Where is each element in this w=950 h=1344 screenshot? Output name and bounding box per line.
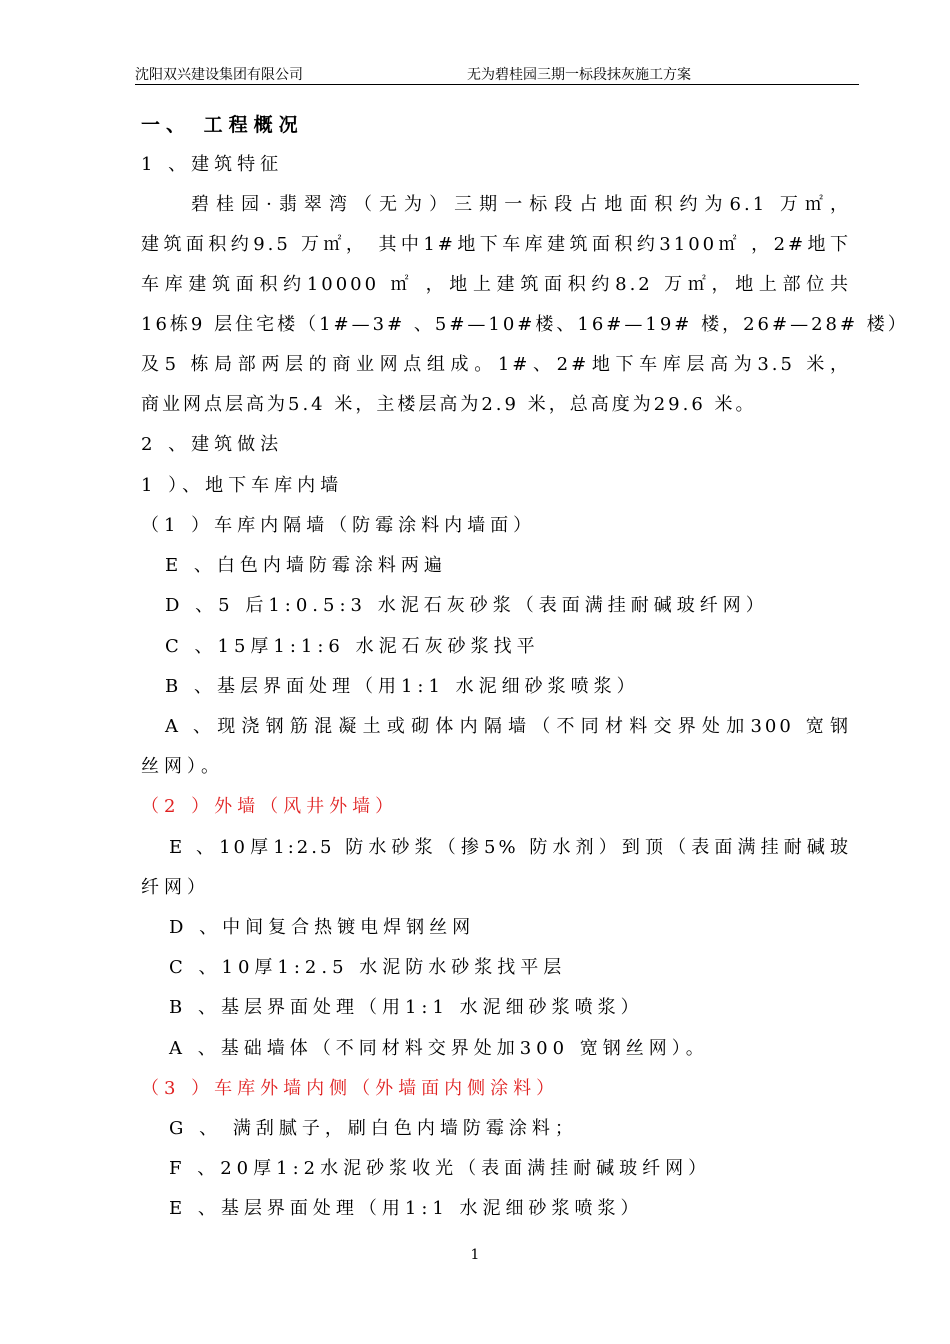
paragraph-line-6: 商业网点层高为5.4 米，主楼层高为2.9 米，总高度为29.6 米。 [141, 394, 757, 415]
item2-step-b: B 、基层界面处理（用1:1 水泥细砂浆喷浆） [169, 997, 644, 1018]
item2-step-e: E 、10厚1:2.5 防水砂浆（掺5% 防水剂）到顶（表面满挂耐碱玻 [169, 837, 851, 858]
item1-step-b: B 、基层界面处理（用1:1 水泥细砂浆喷浆） [165, 676, 640, 697]
paragraph-line-1: 碧桂园·翡翠湾（无为）三期一标段占地面积约为6.1 万㎡， [191, 194, 851, 215]
paragraph-line-2: 建筑面积约9.5 万㎡， 其中1#地下车库建筑面积约3100㎡ ，2#地下 [141, 234, 851, 255]
item1-step-e: E 、白色内墙防霉涂料两遍 [165, 555, 447, 576]
item1-title: （1 ）车库内隔墙（防霉涂料内墙面） [141, 515, 537, 536]
header-doc-title: 无为碧桂园三期一标段抹灰施工方案 [467, 67, 691, 83]
item2-step-e-cont: 纤网） [141, 877, 210, 898]
item3-step-e: E 、基层界面处理（用1:1 水泥细砂浆喷浆） [169, 1198, 644, 1219]
header-company: 沈阳双兴建设集团有限公司 [135, 67, 303, 83]
paragraph-line-3: 车库建筑面积约10000 ㎡ ，地上建筑面积约8.2 万㎡，地上部位共 [141, 274, 851, 295]
paragraph-line-4: 16栋9 层住宅楼（1#—3# 、5#—10#楼、16#—19# 楼，26#—28# 楼） [141, 314, 909, 335]
item1-step-a-cont: 丝网）。 [141, 756, 224, 777]
page-number: 1 [470, 1247, 480, 1263]
item3-title: （3 ）车库外墙内侧（外墙面内侧涂料） [141, 1078, 560, 1099]
item1-step-d: D 、5 后1:0.5:3 水泥石灰砂浆（表面满挂耐碱玻纤网） [165, 595, 769, 616]
subheading-garage-inner-wall: 1 ）、地下车库内墙 [141, 475, 344, 496]
header-rule [135, 84, 859, 85]
item2-step-a: A 、基础墙体（不同材料交界处加300 宽钢丝网）。 [169, 1038, 709, 1059]
item3-step-g: G 、 满刮腻子，刷白色内墙防霉涂料； [169, 1118, 578, 1139]
item1-step-c: C 、15厚1:1:6 水泥石灰砂浆找平 [165, 636, 540, 657]
item3-step-f: F 、20厚1:2水泥砂浆收光（表面满挂耐碱玻纤网） [169, 1158, 712, 1179]
section-title: 一、 工程概况 [141, 114, 304, 136]
subheading-building-features: 1 、建筑特征 [141, 154, 284, 175]
subheading-construction-method: 2 、建筑做法 [141, 434, 284, 455]
item2-step-d: D 、中间复合热镀电焊钢丝网 [169, 917, 476, 938]
paragraph-line-5: 及5 栋局部两层的商业网点组成。1#、2#地下车库层高为3.5 米， [141, 354, 851, 375]
item2-title: （2 ）外墙（风井外墙） [141, 796, 399, 817]
item2-step-c: C 、10厚1:2.5 水泥防水砂浆找平层 [169, 957, 567, 978]
item1-step-a: A 、现浇钢筋混凝土或砌体内隔墙（不同材料交界处加300 宽钢 [165, 716, 851, 737]
